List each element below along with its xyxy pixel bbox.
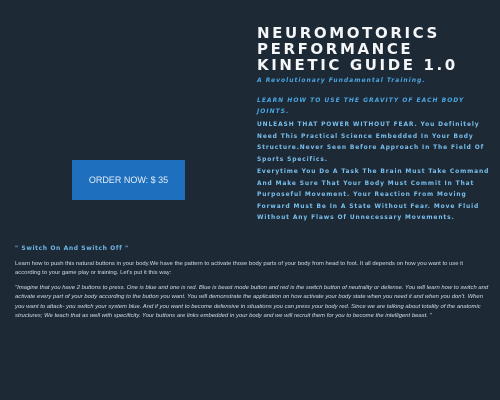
section-title: " Switch On And Switch Off ": [15, 245, 129, 252]
section-intro: Learn how to push this natural buttons in your body.We have the pattern to activate those body parts of your body from head to foot. It all depends on how you want to use it according to your game play or training. Let's put it this way:: [15, 261, 464, 277]
subline: LEARN HOW TO USE THE GRAVITY OF EACH BODY JOINTS.: [257, 97, 465, 115]
section-quote: "Imagine that you have 2 buttons to press. One is blue and one is red. Blue is beast mode button and red is the switch button of neutrality or defense. You will learn how to switch and activate every part of your body according to the button you want. You will demonstrate the application on how activate your body state when you need it and when you don't. When you want to attack- you switch your system blue. And if you want to become defensive in situations you can press your body red. Since we are talking about totality of the anatomic structures; We teach that as well with specificity. Your buttons are links embedded in your body and we will recruit them for you to become the intelligent beast. ": [15, 285, 489, 319]
hero-paragraph-2: Everytime You Do A Task The Brain Must Take Command And Make Sure That Your Body Must Commit In That Purposeful Movement. Your Reaction From Moving Forward Must Be In A State Without Fear. Move Fluid Without Any Flaws Of Unnecessary Movements.: [257, 169, 490, 221]
tagline: A Revolutionary Fundamental Training.: [257, 77, 426, 84]
order-now-button[interactable]: ORDER NOW: $ 35: [72, 160, 185, 200]
hero-paragraph-1: UNLEASH THAT POWER WITHOUT FEAR. You Definitely Need This Practical Science Embedded In Your Body Structure.Never Seen Before Approach In The Field Of Sports Specifics.: [257, 122, 485, 163]
page-title: NEUROMOTORICS PERFORMANCE KINETIC GUIDE 1.0: [257, 24, 458, 74]
